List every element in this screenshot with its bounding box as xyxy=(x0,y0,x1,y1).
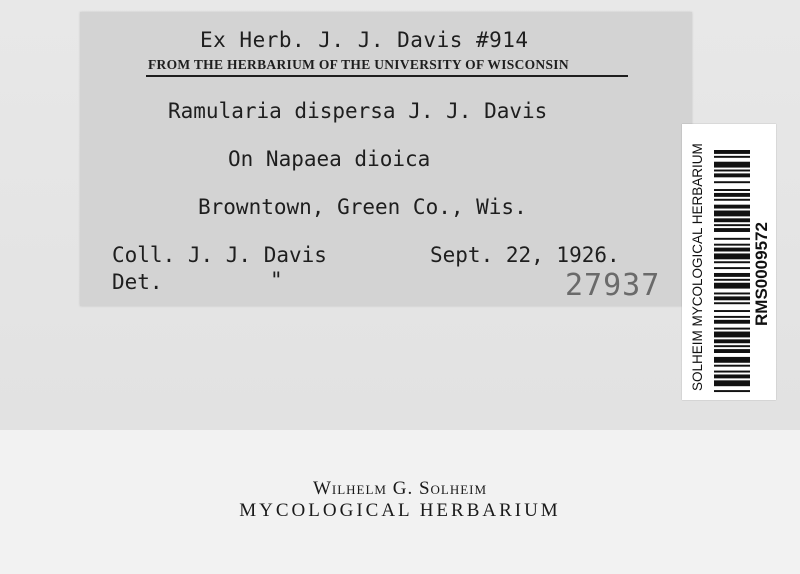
barcode-bar xyxy=(714,244,750,246)
ex-herb-line: Ex Herb. J. J. Davis #914 xyxy=(200,28,529,52)
barcode-bar xyxy=(714,283,750,289)
barcode-bar xyxy=(714,162,750,168)
barcode-bar xyxy=(714,293,750,295)
barcode-bar xyxy=(714,273,750,277)
barcode-bar xyxy=(714,261,750,263)
barcode-bar xyxy=(714,302,750,304)
barcode-bar xyxy=(714,211,750,217)
specimen-label xyxy=(80,12,692,306)
barcode-bar xyxy=(714,296,750,300)
barcode-bar xyxy=(714,339,750,343)
species-name: Ramularia dispersa J. J. Davis xyxy=(168,99,548,123)
barcode-bar xyxy=(714,374,750,378)
barcode-bar xyxy=(714,328,750,330)
barcode-bar xyxy=(714,365,750,367)
institution-header: FROM THE HERBARIUM OF THE UNIVERSITY OF WISCONSIN xyxy=(148,57,569,72)
barcode-specimen-id: RMS0009572 xyxy=(752,222,771,326)
barcode-bar xyxy=(714,218,750,222)
barcode-bar xyxy=(714,267,750,269)
barcode-bar xyxy=(714,371,750,373)
host-plant: On Napaea dioica xyxy=(228,147,431,171)
accession-number-stamp: 27937 xyxy=(565,268,661,303)
barcode-bar xyxy=(714,345,750,347)
barcode-label xyxy=(682,124,776,400)
barcode-bar xyxy=(714,189,750,191)
barcode-bars xyxy=(714,150,750,394)
barcode-bar xyxy=(714,279,750,281)
barcode-bar xyxy=(714,170,750,172)
barcode-bar xyxy=(714,224,750,226)
barcode-bar xyxy=(714,150,750,154)
collector: Coll. J. J. Davis xyxy=(112,243,327,267)
barcode-organization: SOLHEIM MYCOLOGICAL HERBARIUM xyxy=(690,143,705,391)
barcode-bar xyxy=(714,193,750,197)
barcode-bar xyxy=(714,248,750,252)
barcode-bar xyxy=(714,253,750,259)
header-rule xyxy=(146,75,628,77)
determiner-label: Det. xyxy=(112,270,163,294)
barcode-bar xyxy=(714,205,750,209)
collection-date: Sept. 22, 1926. xyxy=(430,243,620,267)
barcode-bar xyxy=(714,320,750,324)
barcode-bar xyxy=(714,390,750,392)
footer-name: Wilhelm G. Solheim xyxy=(312,478,488,499)
barcode-bar xyxy=(714,238,750,240)
barcode-bar xyxy=(714,357,750,363)
barcode-bar xyxy=(714,380,750,386)
collection-locality: Browntown, Green Co., Wis. xyxy=(198,195,527,219)
barcode-bar xyxy=(714,332,750,338)
barcode-bar xyxy=(714,310,750,312)
footer-herbarium: MYCOLOGICAL HERBARIUM xyxy=(239,500,561,521)
barcode-bar xyxy=(714,349,750,353)
barcode-bar xyxy=(714,173,750,177)
barcode-bar xyxy=(714,156,750,158)
barcode-bar xyxy=(714,316,750,318)
barcode-bar xyxy=(714,228,750,232)
barcode-bar xyxy=(714,199,750,201)
ditto-mark: " xyxy=(270,268,283,292)
barcode-bar xyxy=(714,181,750,183)
